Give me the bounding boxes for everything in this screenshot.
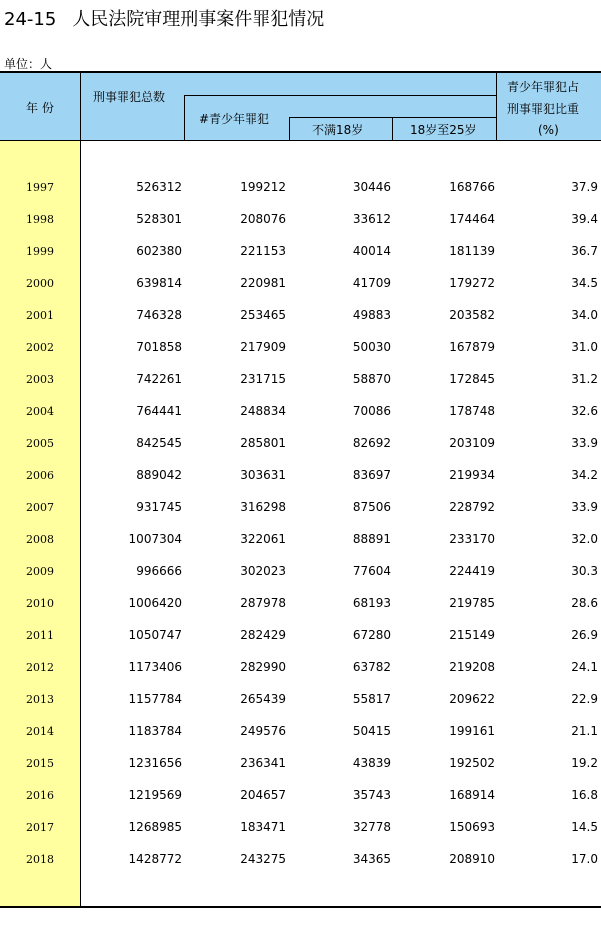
row-under18: 41709 [352, 276, 391, 290]
row-under18: 33612 [352, 212, 391, 226]
row-under18: 63782 [352, 660, 391, 674]
row-year: 2006 [26, 469, 54, 482]
row-ratio: 14.5 [571, 820, 598, 834]
table-row [0, 620, 601, 652]
row-total: 701858 [136, 340, 182, 354]
row-youth: 248834 [240, 404, 286, 418]
row-total: 528301 [136, 212, 182, 226]
row-ratio: 26.9 [571, 628, 598, 642]
row-year: 2011 [26, 629, 54, 642]
row-under18: 50030 [352, 340, 391, 354]
row-year: 2009 [26, 565, 54, 578]
row-total: 1428772 [128, 852, 182, 866]
bottom-rule [0, 906, 601, 908]
row-total: 639814 [136, 276, 182, 290]
row-ratio: 19.2 [571, 756, 598, 770]
table-row [0, 780, 601, 812]
row-ratio: 31.2 [571, 372, 598, 386]
row-ratio: 22.9 [571, 692, 598, 706]
row-age18to25: 168766 [449, 180, 495, 194]
table-row [0, 716, 601, 748]
row-under18: 77604 [352, 564, 391, 578]
table-row [0, 268, 601, 300]
table-row [0, 172, 601, 204]
row-youth: 220981 [240, 276, 286, 290]
row-ratio: 39.4 [571, 212, 598, 226]
row-youth: 221153 [240, 244, 286, 258]
row-youth: 316298 [240, 500, 286, 514]
header-divider [184, 95, 496, 96]
row-year: 2002 [26, 341, 54, 354]
row-ratio: 31.0 [571, 340, 598, 354]
row-year: 2012 [26, 661, 54, 674]
row-total: 526312 [136, 180, 182, 194]
row-year: 2008 [26, 533, 54, 546]
header-age18to25: 18岁至25岁 [410, 123, 477, 137]
row-year: 1997 [26, 181, 54, 194]
row-total: 1231656 [128, 756, 182, 770]
row-age18to25: 219934 [449, 468, 495, 482]
page-title [4, 5, 324, 31]
row-youth: 204657 [240, 788, 286, 802]
row-age18to25: 168914 [449, 788, 495, 802]
row-youth: 253465 [240, 308, 286, 322]
row-ratio: 32.0 [571, 532, 598, 546]
header-divider [80, 73, 81, 141]
row-year: 2001 [26, 309, 54, 322]
header-youth: #青少年罪犯 [199, 112, 270, 126]
row-year: 2018 [26, 853, 54, 866]
row-age18to25: 192502 [449, 756, 495, 770]
table-row [0, 492, 601, 524]
row-age18to25: 203582 [449, 308, 495, 322]
row-youth: 285801 [240, 436, 286, 450]
row-age18to25: 178748 [449, 404, 495, 418]
row-total: 1268985 [128, 820, 182, 834]
row-ratio: 30.3 [571, 564, 598, 578]
table-row [0, 428, 601, 460]
row-youth: 208076 [240, 212, 286, 226]
row-under18: 30446 [352, 180, 391, 194]
row-age18to25: 215149 [449, 628, 495, 642]
row-total: 889042 [136, 468, 182, 482]
row-ratio: 17.0 [571, 852, 598, 866]
header-divider [289, 117, 290, 141]
row-youth: 282429 [240, 628, 286, 642]
table-row [0, 652, 601, 684]
row-year: 2007 [26, 501, 54, 514]
row-under18: 70086 [352, 404, 391, 418]
header-divider [0, 140, 601, 141]
header-divider [184, 95, 185, 141]
header-ratio-unit: (%) [538, 123, 559, 137]
header-under18: 不满18岁 [312, 123, 364, 137]
header-divider [392, 117, 393, 141]
row-youth: 303631 [240, 468, 286, 482]
row-youth: 265439 [240, 692, 286, 706]
row-year: 2017 [26, 821, 54, 834]
row-year: 2015 [26, 757, 54, 770]
row-age18to25: 150693 [449, 820, 495, 834]
row-age18to25: 181139 [449, 244, 495, 258]
row-age18to25: 233170 [449, 532, 495, 546]
header-divider [496, 73, 497, 141]
row-under18: 32778 [352, 820, 391, 834]
row-total: 1050747 [128, 628, 182, 642]
row-ratio: 33.9 [571, 436, 598, 450]
row-year: 2005 [26, 437, 54, 450]
table-row [0, 396, 601, 428]
row-year: 2010 [26, 597, 54, 610]
table-row [0, 844, 601, 876]
row-ratio: 36.7 [571, 244, 598, 258]
row-youth: 217909 [240, 340, 286, 354]
table-row [0, 748, 601, 780]
table-row [0, 332, 601, 364]
row-under18: 35743 [352, 788, 391, 802]
row-ratio: 37.9 [571, 180, 598, 194]
table-row [0, 684, 601, 716]
table-body [0, 172, 601, 876]
row-under18: 40014 [352, 244, 391, 258]
row-ratio: 16.8 [571, 788, 598, 802]
row-year: 2000 [26, 277, 54, 290]
row-youth: 236341 [240, 756, 286, 770]
row-under18: 43839 [352, 756, 391, 770]
row-ratio: 34.5 [571, 276, 598, 290]
row-age18to25: 219208 [449, 660, 495, 674]
row-total: 1173406 [128, 660, 182, 674]
row-total: 602380 [136, 244, 182, 258]
row-under18: 55817 [352, 692, 391, 706]
row-age18to25: 179272 [449, 276, 495, 290]
row-youth: 243275 [240, 852, 286, 866]
table-row [0, 204, 601, 236]
row-year: 2016 [26, 789, 54, 802]
row-under18: 68193 [352, 596, 391, 610]
row-age18to25: 167879 [449, 340, 495, 354]
table-row [0, 556, 601, 588]
row-ratio: 34.0 [571, 308, 598, 322]
row-age18to25: 199161 [449, 724, 495, 738]
row-age18to25: 224419 [449, 564, 495, 578]
row-total: 996666 [136, 564, 182, 578]
row-under18: 58870 [352, 372, 391, 386]
row-age18to25: 228792 [449, 500, 495, 514]
header-divider [289, 117, 496, 118]
row-youth: 302023 [240, 564, 286, 578]
row-under18: 67280 [352, 628, 391, 642]
row-ratio: 21.1 [571, 724, 598, 738]
row-total: 1183784 [128, 724, 182, 738]
table-row [0, 812, 601, 844]
row-total: 1007304 [128, 532, 182, 546]
table-row [0, 300, 601, 332]
row-ratio: 33.9 [571, 500, 598, 514]
row-age18to25: 208910 [449, 852, 495, 866]
row-age18to25: 203109 [449, 436, 495, 450]
row-total: 764441 [136, 404, 182, 418]
unit-label: 单位：人 [4, 57, 53, 71]
row-total: 1219569 [128, 788, 182, 802]
row-year: 2004 [26, 405, 54, 418]
row-youth: 287978 [240, 596, 286, 610]
row-age18to25: 172845 [449, 372, 495, 386]
row-age18to25: 174464 [449, 212, 495, 226]
row-under18: 87506 [352, 500, 391, 514]
table-row [0, 588, 601, 620]
row-total: 746328 [136, 308, 182, 322]
row-under18: 49883 [352, 308, 391, 322]
row-year: 2014 [26, 725, 54, 738]
header-ratio-line2: 刑事罪犯比重 [507, 102, 580, 116]
header-ratio-line1: 青少年罪犯占 [507, 80, 580, 94]
row-year: 2003 [26, 373, 54, 386]
row-youth: 249576 [240, 724, 286, 738]
table-row [0, 460, 601, 492]
row-total: 1006420 [128, 596, 182, 610]
table-row [0, 236, 601, 268]
row-year: 1999 [26, 245, 54, 258]
row-under18: 83697 [352, 468, 391, 482]
row-age18to25: 209622 [449, 692, 495, 706]
table-row [0, 364, 601, 396]
row-ratio: 24.1 [571, 660, 598, 674]
header-total: 刑事罪犯总数 [93, 90, 166, 104]
row-youth: 199212 [240, 180, 286, 194]
row-total: 1157784 [128, 692, 182, 706]
row-youth: 183471 [240, 820, 286, 834]
row-under18: 34365 [352, 852, 391, 866]
row-under18: 50415 [352, 724, 391, 738]
row-ratio: 34.2 [571, 468, 598, 482]
row-total: 842545 [136, 436, 182, 450]
row-youth: 322061 [240, 532, 286, 546]
table-title: 人民法院审理刑事案件罪犯情况 [72, 9, 325, 30]
row-total: 742261 [136, 372, 182, 386]
row-age18to25: 219785 [449, 596, 495, 610]
row-youth: 231715 [240, 372, 286, 386]
row-ratio: 32.6 [571, 404, 598, 418]
row-under18: 88891 [352, 532, 391, 546]
row-year: 2013 [26, 693, 54, 706]
header-year: 年 份 [26, 101, 54, 115]
row-ratio: 28.6 [571, 596, 598, 610]
row-total: 931745 [136, 500, 182, 514]
table-row [0, 524, 601, 556]
row-under18: 82692 [352, 436, 391, 450]
row-youth: 282990 [240, 660, 286, 674]
row-year: 1998 [26, 213, 54, 226]
table-number: 24-15 [4, 9, 57, 30]
